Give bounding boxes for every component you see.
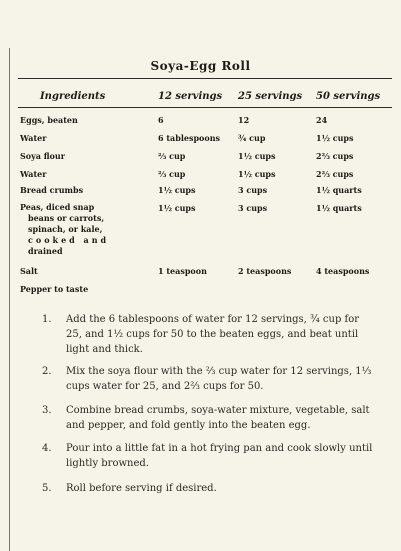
header-25-servings: 25 servings	[238, 91, 303, 102]
ingredient-soya-flour: Soya flour	[20, 151, 65, 161]
instruction-step	[42, 312, 376, 357]
ingredient-water-2: Water	[20, 169, 47, 179]
qty-12-bread-crumbs: 1½ cups	[158, 185, 196, 195]
step-number: 2.	[42, 366, 52, 377]
step-text: Roll before serving if desired.	[66, 483, 217, 494]
left-margin-rule	[9, 48, 10, 551]
ingredient-water: Water	[20, 133, 47, 143]
qty-50-soya-flour: 2⅔ cups	[316, 151, 354, 161]
qty-50-salt: 4 teaspoons	[316, 266, 370, 276]
ingredient-vegetables-line: spinach, or kale,	[28, 224, 103, 234]
ingredient-vegetables-line: drained	[28, 246, 63, 256]
qty-25-bread-crumbs: 3 cups	[238, 185, 268, 195]
ingredient-vegetables-line: beans or carrots,	[28, 213, 105, 223]
qty-50-water: 1½ cups	[316, 133, 354, 143]
qty-12-soya-flour: ⅔ cup	[158, 151, 186, 161]
ingredient-vegetables-line: cooked and	[28, 235, 110, 245]
ingredient-bread-crumbs: Bread crumbs	[20, 185, 84, 195]
step-text: Add the 6 tablespoons of water for 12 servings, ¾ cup for 25, and 1½ cups for 50 to the beaten eggs, and beat until light and thick.	[66, 314, 360, 355]
table-header-rule	[18, 107, 392, 108]
instruction-step	[42, 403, 376, 433]
ingredient-vegetables	[20, 202, 112, 257]
step-number: 1.	[42, 314, 52, 325]
ingredient-vegetables-line: Peas, diced snap	[20, 202, 95, 212]
qty-12-water: 6 tablespoons	[158, 133, 221, 143]
step-text: Mix the soya flour with the ⅔ cup water for 12 servings, 1⅓ cups water for 25, and 2⅔ cups for 50.	[66, 366, 372, 392]
qty-25-vegetables: 3 cups	[238, 203, 268, 213]
ingredient-eggs: Eggs, beaten	[20, 115, 78, 125]
qty-12-vegetables: 1½ cups	[158, 203, 196, 213]
recipe-title: Soya-Egg Roll	[150, 59, 251, 73]
qty-50-water-2: 2⅔ cups	[316, 169, 354, 179]
qty-25-water: ¾ cup	[238, 133, 266, 143]
header-50-servings: 50 servings	[316, 91, 381, 102]
step-number: 5.	[42, 483, 52, 494]
step-number: 4.	[42, 443, 52, 454]
qty-50-vegetables: 1½ quarts	[316, 203, 362, 213]
step-text: Pour into a little fat in a hot frying pan and cook slowly until lightly browned.	[66, 443, 373, 469]
qty-25-salt: 2 teaspoons	[238, 266, 292, 276]
step-text: Combine bread crumbs, soya-water mixture, vegetable, salt and pepper, and fold gently into the beaten egg.	[66, 405, 370, 431]
table-top-rule	[18, 78, 392, 79]
qty-12-water-2: ⅔ cup	[158, 169, 186, 179]
qty-50-eggs: 24	[316, 115, 328, 125]
header-12-servings: 12 servings	[158, 91, 223, 102]
step-number: 3.	[42, 405, 52, 416]
instruction-step	[42, 364, 376, 394]
qty-25-eggs: 12	[238, 115, 250, 125]
ingredient-pepper: Pepper to taste	[20, 284, 89, 294]
qty-50-bread-crumbs: 1½ quarts	[316, 185, 362, 195]
ingredient-salt: Salt	[20, 266, 38, 276]
qty-12-eggs: 6	[158, 115, 164, 125]
qty-25-water-2: 1½ cups	[238, 169, 276, 179]
qty-12-salt: 1 teaspoon	[158, 266, 207, 276]
instruction-step	[42, 441, 376, 471]
instruction-step	[42, 481, 376, 496]
header-ingredients: Ingredients	[40, 91, 106, 102]
qty-25-soya-flour: 1½ cups	[238, 151, 276, 161]
